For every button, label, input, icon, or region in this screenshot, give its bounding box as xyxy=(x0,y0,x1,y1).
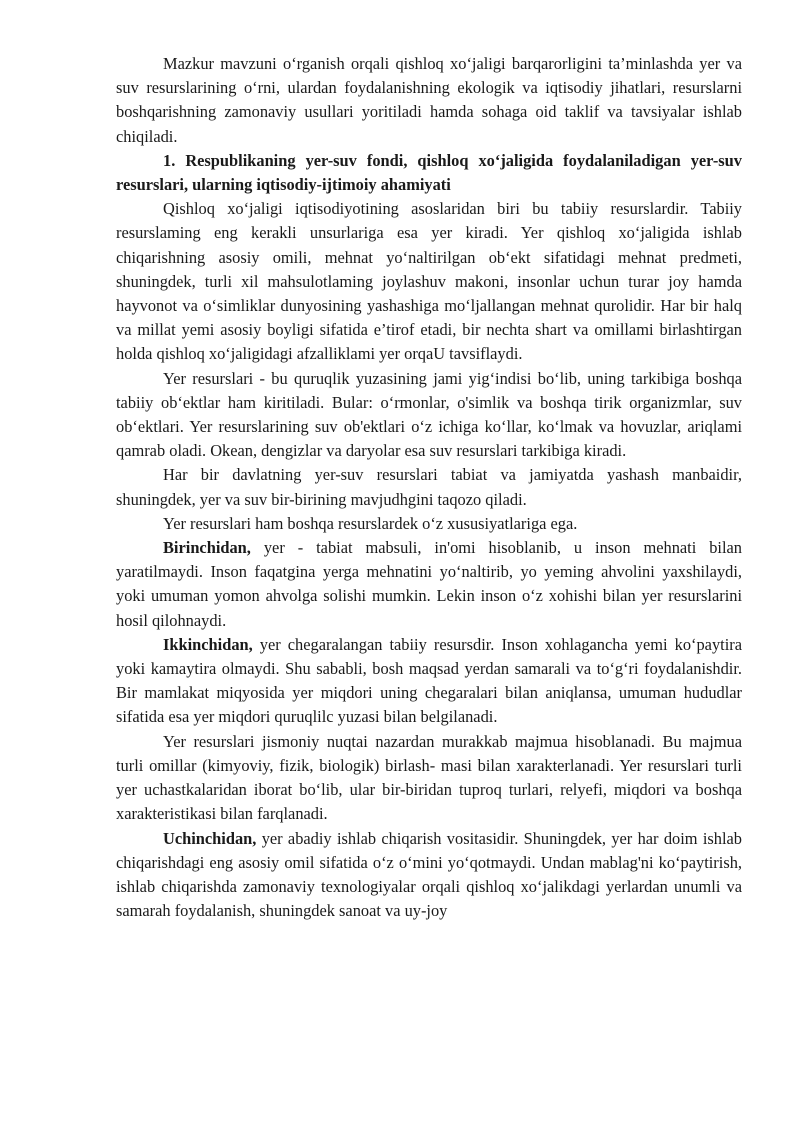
lead-third: Uchinchidan, xyxy=(163,828,257,848)
paragraph-land-water-source: Har bir davlatning yer-suv resurslari tabiat va jamiyatda yashash manbaidir, shuningdek, yer va suv bir-birining mavjudhgini taqozo qiladi. xyxy=(116,465,742,509)
section-heading: 1. Respublikaning yer-suv fondi, qishloq xo‘jaligida foydalaniladigan yer-suv resurslari, ularning iqtisodiy-ijtimoiy ahamiyati xyxy=(116,150,742,195)
lead-second: Ikkinchidan, xyxy=(163,634,253,654)
paragraph-second-text: yer chegaralangan tabiiy resursdir. Inson xohlagancha yemi ko‘paytira yoki kamaytira olmaydi. Shu sababli, bosh maqsad yerdan samarali va to‘g‘ri foydalanishdir. Bir mamlakat miqyosida yer miqdori uning chegaralari bilan aniqlansa, umuman hududlar sifatida esa yer miqdori quruqlilc yuzasi bilan belgilanadi. xyxy=(116,634,742,727)
paragraph-first-text: yer - tabiat mabsuli, in'omi hisoblanib, u inson mehnati bilan yaratilmaydi. Inson faqatgina yerga mehnatini yo‘naltirib, yo yeming ahvolini yaxshilaydi, yoki umuman yomon ahvolga solishi mumkin. Lekin inson o‘z xohishi bilan yer resurslarini hosil qilohnaydi. xyxy=(116,538,742,630)
paragraph-intro: Mazkur mavzuni o‘rganish orqali qishloq xo‘jaligi barqarorligini ta’minlashda yer va suv resurslarining o‘rni, ulardan foydalanishning ekologik va iqtisodiy jihatlari, resurslarni boshqarishning zamonaviy usullari yoritiladi hamda sohaga oid taklif va tavsiyalar ishlab chiqiladi. xyxy=(116,54,742,146)
paragraph-second xyxy=(116,633,742,730)
paragraph-physical: Yer resurslari jismoniy nuqtai nazardan murakkab majmua hisoblanadi. Bu majmua turli omillar (kimyoviy, fizik, biologik) birlash- masi bilan xarakterlanadi. Yer resurslari turli yer uchastkalaridan iborat bo‘lib, ular bir-biridan tuproq turlari, relyefi, miqdori va boshqa xarakteristikasi bilan farqlanadi. xyxy=(116,731,742,824)
document-page xyxy=(116,52,742,923)
paragraph-third-text: yer abadiy ishlab chiqarish vositasidir. Shuningdek, yer har doim ishlab chiqarishdagi eng asosiy omil sifatida o‘z o‘mini yo‘qotmaydi. Undan mablag'ni ko‘paytirish, ishlab chiqarishda zamonaviy texnologiyalar orqali qishloq xo‘jalikdagi yerlardan unumli va samarah foydalanish, shuningdek sanoat va uy-joy xyxy=(116,828,742,921)
paragraph-land-resources: Yer resurslari - bu quruqlik yuzasining jami yig‘indisi bo‘lib, uning tarkibiga boshqa tabiiy ob‘ektlar ham kiritiladi. Bular: o‘rmonlar, o'simlik va boshqa tirik organizmlar, suv ob‘ektlari. Yer resurslarining suv ob'ektlari o‘z ichiga ko‘llar, ko‘lmak va hovuzlar, ariqlami qamrab oladi. Okean, dengizlar va daryolar esa suv resurslari tarkibiga kiradi. xyxy=(116,368,742,461)
paragraph-first xyxy=(116,536,742,633)
paragraph-properties: Yer resurslari ham boshqa resurslardek o‘z xususiyatlariga ega. xyxy=(163,513,578,533)
paragraph-third xyxy=(116,827,742,924)
paragraph-natural-resources: Qishloq xo‘jaligi iqtisodiyotining asoslaridan biri bu tabiiy resurslardir. Tabiiy resurslaming eng kerakli unsurlariga esa yer kiradi. Yer qishloq xo‘jaligida ishlab chiqarishning asosiy omili, mehnat yo‘naltirilgan ob‘ekt sifatidagi mehnat predmeti, shuningdek, turli xil mahsulotlaming joylashuv makoni, insonlar uchun turar joy hamda hayvonot va o‘simliklar dunyosining yashashiga mo‘ljallangan mehnat qurolidir. Har bir halq va millat yemi asosiy boyligi sifatida e’tirof etadi, bir nechta shart va omillami birlashtirgan holda qishloq xo‘jaligidagi afzalliklami yer orqaU tavsiflaydi. xyxy=(116,199,742,364)
lead-first: Birinchidan, xyxy=(163,538,251,558)
